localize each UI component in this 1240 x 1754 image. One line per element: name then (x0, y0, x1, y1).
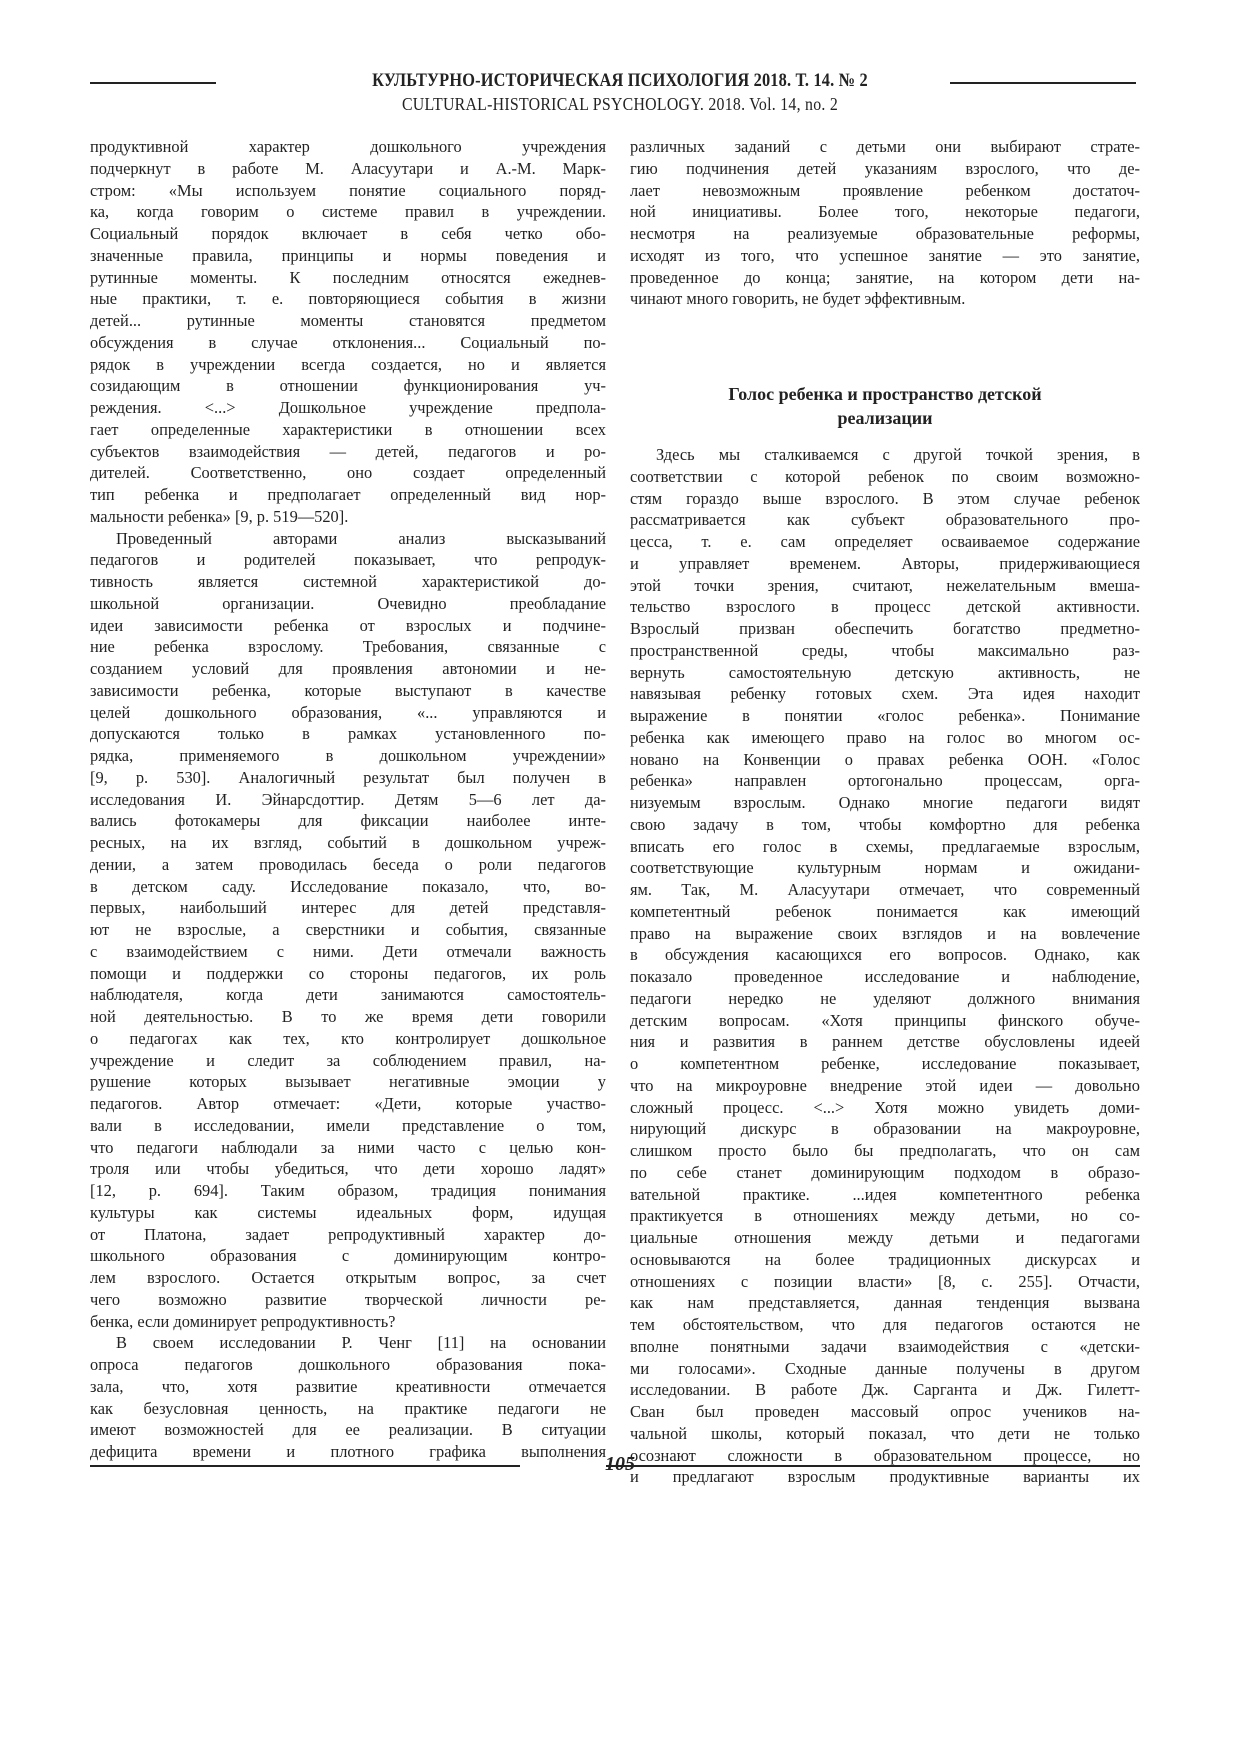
text-line: стям гораздо выше взрослого. В этом случае ребенок (630, 488, 1140, 508)
text-line: рядка, применяемого в дошкольном учреждении» (90, 746, 606, 765)
text-line: низуемым взрослым. Однако многие педагоги видят (630, 793, 1140, 812)
text-line: ной инициативы. Более того, некоторые педагоги, (630, 202, 1140, 222)
text-line: наблюдателя, когда дети занимаются самостоятель- (90, 985, 606, 1005)
text-line: ребенка как имеющего право на голос во многом ос- (630, 727, 1140, 747)
text-line: вернуть самостоятельную детскую активность, не (630, 662, 1140, 682)
text-line: школьной организации. Очевидно преобладание (90, 593, 606, 613)
text-line: и предлагают взрослым продуктивные варианты их (630, 1467, 1140, 1487)
text-line: исследования И. Эйнарсдоттир. Детям 5—6 лет да- (90, 789, 606, 809)
text-line: отношениях с позиции власти» [8, с. 255]. Отчасти, (630, 1271, 1140, 1291)
text-line: Здесь мы сталкиваемся с другой точкой зрения, в (656, 445, 1140, 464)
text-line: реждения. <...> Дошкольное учреждение предпола- (90, 398, 606, 417)
text-line: вполне понятными задачи взаимодействия с «детски- (630, 1336, 1140, 1356)
text-line: как безусловная ценность, на практике педагоги не (90, 1398, 606, 1418)
text-line: циальные отношения между детьми и педагогами (630, 1228, 1140, 1247)
text-line: рутинные моменты. К последним относятся ежеднев- (90, 267, 606, 287)
text-line: созидающим в отношении функционирования уч- (90, 376, 606, 396)
text-line: навязывая ребенку готовых схем. Эта идея находит (630, 684, 1140, 704)
text-line: [9, p. 530]. Аналогичный результат был получен в (90, 767, 606, 787)
text-line: рушение которых вызывает негативные эмоции у (90, 1072, 606, 1092)
text-line: и управляет временем. Авторы, придерживающиеся (630, 553, 1140, 573)
text-line: педагогов и родителей показывает, что репродук- (90, 550, 606, 570)
text-line: подчеркнут в работе М. Аласуутари и А.-М. Марк- (90, 158, 606, 178)
text-line: вались фотокамеры для фиксации наиболее инте- (90, 811, 606, 831)
text-line: ные практики, т. е. повторяющиеся события в жизни (90, 289, 606, 309)
journal-title-en: CULTURAL-HISTORICAL PSYCHOLOGY. 2018. Vol. 14, no. 2 (401, 94, 839, 114)
text-line: опроса педагогов дошкольного образования пока- (90, 1355, 606, 1374)
text-line: чего возможно развитие творческой личности ре- (90, 1289, 606, 1309)
section-heading-line: Голос ребенка и пространство детской (728, 384, 1042, 404)
text-line: тивность является системной характеристикой до- (90, 572, 606, 591)
text-line: дителей. Соответственно, оно создает определенный (90, 463, 606, 483)
paragraph (90, 528, 606, 1333)
text-line: вписать его голос в схемы, предлагаемые взрослым, (630, 836, 1140, 856)
text-line: новано на Конвенции о правах ребенка ООН. «Голос (630, 749, 1140, 769)
section-heading (630, 382, 1140, 430)
paragraph (630, 444, 1140, 1488)
text-line: ка, когда говорим о системе правил в учреждении. (90, 202, 606, 222)
text-line: ребенка» направлен ортогонально процессам, орга- (630, 771, 1140, 791)
text-line: ние ребенка взрослому. Требования, связанные с (90, 637, 606, 657)
text-line: чинают много говорить, не будет эффективным. (630, 289, 966, 309)
text-line: лем взрослого. Остается открытым вопрос, за счет (90, 1268, 606, 1287)
text-line: Проведенный авторами анализ высказываний (116, 528, 606, 548)
text-line: исходят из того, что успешное занятие — это занятие, (630, 245, 1140, 265)
text-line: ной деятельностью. В то же время дети говорили (90, 1007, 606, 1026)
text-line: исследовании. В работе Дж. Сарганта и Дж. Гилетт- (630, 1380, 1140, 1400)
text-line: мальности ребенка» [9, p. 519—520]. (90, 506, 349, 526)
text-line: учреждение и следит за соблюдением правил, на- (90, 1050, 606, 1070)
text-line: имеют возможностей для ее реализации. В ситуации (90, 1420, 606, 1440)
text-line: ми голосами». Сходные данные получены в другом (630, 1358, 1140, 1378)
text-line: В своем исследовании Р. Ченг [11] на основании (116, 1333, 606, 1353)
text-line: [12, p. 694]. Таким образом, традиция понимания (90, 1181, 606, 1200)
text-line: цесса, т. е. сам определяет осваиваемое содержание (630, 532, 1140, 551)
text-line: зависимости ребенка, которые выступают в качестве (90, 680, 606, 700)
section-heading-line: реализации (837, 408, 933, 428)
text-line: вательной практике. ...идея компетентного ребенка (630, 1184, 1140, 1204)
text-line: соответствии с которой ребенок по своим возможно- (630, 466, 1140, 486)
text-line: рассматривается как субъект образовательного про- (630, 510, 1140, 530)
text-line: детей... рутинные моменты становятся предметом (90, 311, 606, 330)
journal-title-ru: КУЛЬТУРНО-ИСТОРИЧЕСКАЯ ПСИХОЛОГИЯ 2018. Т. 14. № 2 (372, 70, 868, 91)
text-line: компетентный ребенок понимается как имеющий (630, 901, 1140, 921)
page-number: 105 (605, 1453, 635, 1475)
text-line: по себе станет доминирующим подходом в образо- (630, 1162, 1140, 1182)
text-line: основываются на более традиционных дискурсах и (630, 1249, 1140, 1269)
text-line: значенные правила, принципы и нормы поведения и (90, 245, 606, 265)
paragraph (630, 136, 1140, 310)
text-line: школьного образования с доминирующим контро- (90, 1246, 606, 1266)
text-line: в детском саду. Исследование показало, что, во- (90, 876, 606, 896)
text-line: продуктивной характер дошкольного учреждения (90, 137, 606, 156)
text-line: чальной школы, который показал, что дети не только (630, 1423, 1140, 1443)
text-line: идеи зависимости ребенка от взрослых и подчине- (90, 615, 606, 635)
text-line: практикуется в отношениях между детьми, но со- (630, 1206, 1140, 1226)
text-line: детским вопросам. «Хотя принципы финского обуче- (630, 1010, 1140, 1030)
text-line: различных заданий с детьми они выбирают страте- (630, 137, 1140, 156)
text-line: от Платона, задает репродуктивный характер до- (90, 1224, 606, 1244)
text-line: дефицита времени и плотного графика выполнения (90, 1442, 606, 1461)
text-line: Сван был проведен массовый опрос учеников на- (630, 1402, 1140, 1421)
text-line: проведенное до конца; занятие, на котором дети на- (630, 267, 1140, 287)
text-line: дении, а затем проводилась беседа о роли педагогов (90, 854, 606, 874)
text-line: нирующий дискурс в образовании на макроуровне, (630, 1119, 1140, 1139)
text-line: что на микроуровне внедрение этой идеи — довольно (630, 1075, 1140, 1095)
text-line: первых, наибольший интерес для детей представля- (90, 898, 606, 918)
left-column (90, 136, 606, 1463)
text-line: помощи и поддержки со стороны педагогов, их роль (90, 963, 606, 983)
text-line: гию подчинения детей указаниям взрослого, что де- (630, 158, 1140, 178)
text-line: допускаются только в рамках установленного по- (90, 724, 606, 744)
text-line: педагоги нередко не уделяют должного внимания (630, 988, 1140, 1008)
text-line: в обсуждения касающихся его вопросов. Однако, как (630, 945, 1140, 965)
text-line: показало проведенное исследование и наблюдение, (630, 967, 1140, 986)
text-line: свою задачу в том, чтобы комфортно для ребенка (630, 814, 1140, 834)
text-line: о педагогах как тех, кто контролирует дошкольное (90, 1028, 606, 1048)
text-line: рядок в учреждении всегда создается, но и является (90, 354, 606, 374)
text-line: сложный процесс. <...> Хотя можно увидеть доми- (630, 1097, 1140, 1117)
text-line: что педагоги наблюдали за ними часто с целью кон- (90, 1137, 606, 1157)
text-line: бенка, если доминирует репродуктивность? (90, 1311, 396, 1331)
text-line: о компетентном ребенке, исследование показывает, (630, 1054, 1140, 1073)
right-column-top (630, 136, 1140, 310)
text-line: субъектов взаимодействия — детей, педагогов и ро- (90, 441, 606, 461)
text-line: Социальный порядок включает в себя четко обо- (90, 224, 606, 243)
text-line: ресных, на их взгляд, событий в дошкольном учреж- (90, 833, 606, 852)
text-line: гает определенные характеристики в отношении всех (90, 419, 606, 439)
text-line: стром: «Мы используем понятие социального поряд- (90, 180, 606, 200)
text-line: созданием условий для проявления автономии и не- (90, 659, 606, 678)
right-column-bottom (630, 444, 1140, 1488)
text-line: тельство взрослого в процесс детской активности. (630, 597, 1140, 617)
text-line: Взрослый призван обеспечить богатство предметно- (630, 619, 1140, 638)
text-line: с взаимодействием с ними. Дети отмечали важность (90, 941, 606, 961)
text-line: культуры как системы идеальных форм, идущая (90, 1202, 606, 1222)
text-line: ния и развития в раннем детстве обусловлены идеей (630, 1032, 1140, 1052)
paragraph (90, 136, 606, 528)
paragraph (90, 1332, 606, 1463)
text-line: этой точки зрения, считают, нежелательным вмеша- (630, 575, 1140, 595)
text-line: осознают сложности в образовательном процессе, но (630, 1445, 1140, 1465)
text-line: слишком просто было бы предполагать, что он сам (630, 1141, 1140, 1160)
text-line: вали в исследовании, имели представление о том, (90, 1115, 606, 1135)
text-line: право на выражение своих взглядов и на вовлечение (630, 923, 1140, 943)
text-line: ям. Так, М. Аласуутари отмечает, что современный (630, 880, 1140, 899)
text-line: несмотря на реализуемые образовательные реформы, (630, 224, 1140, 243)
text-line: обсуждения в случае отклонения... Социальный по- (90, 332, 606, 352)
text-line: соответствующие культурным нормам и ожидани- (630, 858, 1140, 878)
text-line: троля или чтобы убедиться, что дети хорошо ладят» (90, 1159, 606, 1179)
text-line: пространственной среды, чтобы максимально раз- (630, 640, 1140, 660)
text-line: как нам представляется, данная тенденция вызвана (630, 1293, 1140, 1313)
text-line: тем обстоятельством, что для педагогов остаются не (630, 1315, 1140, 1334)
text-line: целей дошкольного образования, «... управляются и (90, 702, 606, 722)
text-line: выражение в понятии «голос ребенка». Понимание (630, 706, 1140, 725)
text-line: лает невозможным проявление ребенком достаточ- (630, 180, 1140, 200)
text-line: ют не взрослые, а сверстники и события, связанные (90, 920, 606, 939)
text-line: тип ребенка и предполагает определенный вид нор- (90, 485, 606, 504)
text-line: педагогов. Автор отмечает: «Дети, которые участво- (90, 1094, 606, 1113)
text-line: зала, что, хотя развитие креативности отмечается (90, 1376, 606, 1396)
